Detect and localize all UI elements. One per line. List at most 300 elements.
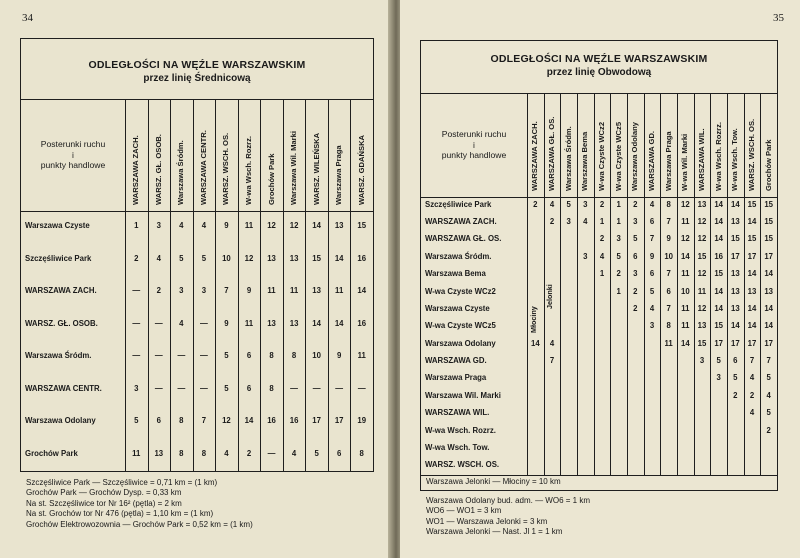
column-header: Warszawa Praga: [334, 145, 344, 205]
table-cell: 15: [357, 221, 367, 231]
note-line: Warszawa Jelonki — Młociny = 10 km: [426, 477, 561, 486]
distance-table-obwodowa: [420, 40, 778, 476]
table-cell: 6: [733, 356, 738, 366]
table-cell: 14: [747, 269, 757, 279]
table-cell: 13: [730, 269, 740, 279]
table-cell: 3: [716, 373, 721, 383]
corner-line: Posterunki ruchu: [40, 139, 106, 149]
table-cell: 11: [664, 338, 673, 348]
table-cell: 13: [289, 318, 299, 328]
table-cell: 4: [179, 318, 184, 328]
table-cell: 14: [357, 286, 367, 296]
note-line: Grochów Park — Grochów Dysp. = 0,33 km: [26, 488, 182, 498]
header-bottom-rule: [421, 197, 777, 198]
table-cell: 4: [179, 221, 184, 231]
table-cell: 15: [697, 338, 707, 348]
row-label: Warszawa Bema: [425, 269, 486, 279]
column-divider: [193, 99, 194, 471]
table-cell: 12: [697, 303, 707, 313]
column-header: WARSZAWA GD.: [647, 130, 656, 191]
row-label: WARSZAWA GŁ. OS.: [425, 234, 502, 244]
row-label: Szczęśliwice Park: [25, 253, 92, 263]
table-cell: 4: [766, 390, 771, 400]
table-cell: 3: [649, 321, 655, 331]
table-cell: 6: [337, 448, 342, 458]
table-cell: 7: [766, 356, 771, 366]
table-cell: 5: [766, 373, 771, 383]
column-header: WARSZ. WILEŃSKA: [311, 132, 321, 205]
table-cell: 11: [681, 269, 690, 279]
right-page: [400, 0, 800, 558]
corner-line: i: [473, 139, 475, 150]
notes-box: [420, 474, 778, 491]
table-cell: —: [132, 286, 141, 296]
table-cell: 4: [749, 408, 755, 418]
table-cell: 11: [335, 286, 344, 296]
table-cell: 8: [179, 448, 184, 458]
table-cell: 5: [566, 199, 571, 209]
table-cell: 1: [134, 221, 139, 231]
column-divider: [527, 93, 528, 475]
table-cell: 7: [666, 303, 671, 313]
table-cell: —: [132, 318, 141, 328]
table-cell: 3: [633, 269, 638, 279]
table-cell: 10: [312, 351, 321, 361]
column-header: Warszawa Bema: [580, 131, 590, 191]
distance-table-srednicowa: [20, 38, 374, 472]
table-cell: 17: [764, 251, 773, 261]
column-divider: [305, 99, 306, 471]
table-cell: —: [154, 383, 163, 393]
table-cell: 15: [764, 199, 773, 209]
table-cell: 4: [749, 373, 755, 383]
table-cell: 12: [244, 253, 254, 263]
column-divider: [760, 93, 761, 475]
table-cell: 2: [246, 448, 252, 458]
table-cell: 5: [649, 286, 655, 296]
column-header: WARSZAWA ZACH.: [530, 121, 540, 191]
table-cell: 2: [733, 390, 738, 400]
table-cell: 12: [267, 221, 276, 231]
column-header: Grochów Park: [763, 139, 773, 191]
table-cell: 14: [680, 251, 690, 261]
row-label: Warszawa Czyste: [425, 303, 490, 313]
note-line: WO1 — Warszawa Jelonki = 3 km: [426, 516, 548, 526]
table-cell: —: [154, 318, 163, 328]
column-header: Grochów Park: [266, 153, 276, 205]
table-cell: 5: [733, 373, 738, 383]
table-cell: 5: [716, 356, 721, 366]
note-line: Na st. Szczęśliwice tor Nr 16² (pętla) = 2 km: [26, 498, 182, 508]
column-header: W-wa Wsch. Rozrz.: [713, 121, 723, 191]
table-cell: 12: [697, 217, 707, 227]
table-cell: 11: [357, 351, 366, 361]
table-cell: 14: [244, 416, 254, 426]
corner-line: punkty handlowe: [40, 160, 106, 171]
table-cell: 12: [697, 234, 707, 244]
left-page: [0, 0, 392, 558]
table-cell: 13: [764, 286, 773, 296]
row-label: Warszawa Śródm.: [25, 351, 92, 361]
table-cell: 14: [747, 217, 757, 227]
table-cell: 4: [599, 251, 605, 261]
corner-line: i: [72, 149, 74, 160]
column-divider: [744, 93, 745, 475]
row-label: W-wa Wsch. Tow.: [425, 442, 490, 452]
table-title: ODLEGŁOŚCI NA WĘŹLE WARSZAWSKIM: [88, 59, 306, 71]
table-cell: 2: [633, 199, 638, 209]
table-cell: 6: [246, 383, 252, 393]
table-cell: 10: [680, 286, 690, 296]
table-cell: 15: [730, 234, 740, 244]
table-cell: —: [177, 383, 186, 393]
table-cell: 13: [730, 286, 740, 296]
table-cell: 5: [314, 448, 319, 458]
table-cell: 14: [714, 303, 723, 313]
column-divider: [677, 93, 678, 475]
column-divider: [610, 93, 611, 475]
table-cell: 11: [132, 448, 141, 458]
table-cell: 6: [649, 269, 655, 279]
table-cell: 16: [357, 253, 367, 263]
table-cell: 14: [747, 321, 757, 331]
column-header: WARSZ. GDAŃSKA: [356, 134, 366, 205]
table-cell: 17: [747, 338, 757, 348]
table-cell: 14: [730, 199, 740, 209]
table-cell: 13: [730, 303, 740, 313]
table-cell: 13: [312, 286, 321, 296]
column-header: WARSZAWA ZACH.: [131, 135, 141, 205]
column-divider: [594, 93, 595, 475]
table-cell: 3: [699, 356, 705, 366]
row-label: WARSZAWA ZACH.: [25, 286, 97, 296]
table-cell: 19: [357, 416, 367, 426]
table-cell: 3: [616, 234, 621, 244]
table-cell: 1: [599, 269, 605, 279]
table-cell: 2: [633, 303, 638, 313]
table-cell: 8: [269, 351, 274, 361]
table-cell: 17: [714, 338, 723, 348]
note-line: Szczęśliwice Park — Szczęśliwice = 0,71 km = (1 km): [26, 478, 218, 487]
table-cell: 1: [616, 199, 621, 209]
table-cell: 2: [533, 199, 538, 209]
table-cell: 11: [244, 221, 254, 231]
table-cell: 17: [730, 338, 740, 348]
footnotes: [26, 478, 253, 530]
column-header: W-wa Czyste WCz5: [613, 121, 623, 191]
footnotes: [426, 496, 590, 538]
row-label: Warszawa Wil. Marki: [425, 390, 501, 400]
table-cell: 14: [334, 253, 344, 263]
table-cell: 15: [764, 217, 773, 227]
table-cell: 1: [616, 217, 621, 227]
table-cell: 14: [714, 217, 723, 227]
table-cell: 10: [222, 253, 231, 263]
table-cell: —: [199, 383, 208, 393]
table-cell: 15: [697, 251, 707, 261]
row-label: Warszawa Odolany: [25, 416, 96, 426]
vertical-label-mlociny: Młociny: [529, 306, 538, 333]
row-label: WARSZAWA GD.: [425, 356, 487, 366]
table-cell: 14: [312, 221, 321, 231]
row-label: WARSZ. GŁ. OSOB.: [25, 318, 98, 328]
column-divider: [727, 93, 728, 475]
row-label: W-wa Czyste WCz2: [425, 286, 496, 296]
table-title: ODLEGŁOŚCI NA WĘŹLE WARSZAWSKIM: [490, 53, 708, 65]
table-cell: 3: [179, 286, 184, 296]
row-label: W-wa Wsch. Rozrz.: [425, 425, 496, 435]
table-cell: 3: [566, 217, 571, 227]
column-header: Warszawa Wil. Marki: [289, 131, 299, 205]
table-cell: 3: [583, 251, 588, 261]
row-label: Warszawa Odolany: [425, 338, 496, 348]
page-number: 35: [773, 12, 784, 24]
table-cell: 9: [337, 351, 342, 361]
table-cell: —: [199, 351, 208, 361]
table-cell: 17: [730, 251, 740, 261]
table-cell: 14: [334, 318, 344, 328]
column-header: WARSZAWA WIL.: [697, 128, 706, 191]
table-cell: 5: [179, 253, 184, 263]
table-cell: —: [335, 383, 344, 393]
table-cell: 12: [697, 269, 707, 279]
table-cell: 1: [616, 286, 621, 296]
table-cell: —: [290, 383, 298, 393]
table-cell: 11: [681, 303, 690, 313]
column-divider: [627, 93, 628, 475]
table-cell: 13: [267, 253, 276, 263]
column-divider: [660, 93, 661, 475]
table-cell: 2: [616, 269, 621, 279]
table-cell: 14: [764, 321, 773, 331]
table-cell: 2: [156, 286, 161, 296]
table-cell: —: [199, 318, 208, 328]
table-cell: 12: [222, 416, 231, 426]
table-cell: 14: [312, 318, 321, 328]
table-cell: 17: [764, 338, 773, 348]
table-cell: 7: [549, 356, 555, 366]
table-cell: 10: [664, 251, 673, 261]
column-header: WARSZAWA GŁ. OS.: [547, 116, 556, 191]
table-cell: 13: [289, 253, 299, 263]
table-cell: 11: [681, 321, 690, 331]
table-cell: 7: [649, 234, 655, 244]
table-cell: 4: [649, 303, 655, 313]
table-cell: 7: [749, 356, 755, 366]
column-header: W-wa Czyste WCz2: [597, 121, 606, 191]
column-header: W-wa Wsch. Tow.: [730, 128, 740, 191]
table-cell: 13: [334, 221, 344, 231]
corner-line: Posterunki ruchu: [441, 129, 507, 139]
table-cell: 2: [749, 390, 755, 400]
column-header: WARSZAWA CENTR.: [198, 130, 208, 205]
table-cell: 13: [730, 217, 740, 227]
table-cell: —: [132, 351, 141, 361]
table-cell: 2: [599, 199, 605, 209]
table-cell: 16: [289, 416, 299, 426]
table-subtitle: przez linię Średnicową: [143, 73, 251, 84]
table-cell: 3: [156, 221, 161, 231]
column-header: Warszawa Praga: [663, 131, 673, 191]
column-divider: [148, 99, 149, 471]
row-label: Warszawa Praga: [425, 373, 487, 383]
table-cell: 14: [747, 303, 757, 313]
table-cell: 9: [666, 234, 671, 244]
row-label: WARSZAWA WIL.: [425, 408, 490, 418]
table-cell: 5: [633, 234, 638, 244]
table-cell: 7: [224, 286, 229, 296]
table-cell: 16: [267, 416, 276, 426]
table-cell: 6: [649, 217, 655, 227]
column-divider: [560, 93, 561, 475]
table-cell: 8: [179, 416, 184, 426]
table-cell: 15: [764, 234, 773, 244]
column-divider: [238, 99, 239, 471]
column-divider: [125, 99, 126, 471]
table-cell: 15: [714, 321, 723, 331]
column-divider: [260, 99, 261, 471]
table-cell: 14: [764, 303, 773, 313]
table-cell: 8: [269, 383, 274, 393]
table-cell: 4: [649, 199, 655, 209]
table-cell: 2: [549, 217, 555, 227]
table-cell: 5: [201, 253, 207, 263]
row-label: WARSZAWA ZACH.: [425, 217, 497, 227]
table-cell: 4: [156, 253, 161, 263]
column-header: WARSZ. GŁ. OSOB.: [153, 134, 163, 205]
table-cell: 14: [530, 338, 540, 348]
page-number: 34: [22, 12, 33, 24]
column-divider: [577, 93, 578, 475]
column-header: Warszawa Śródm.: [176, 140, 186, 205]
row-label: Grochów Park: [25, 448, 78, 458]
table-cell: 9: [649, 251, 655, 261]
table-cell: 7: [201, 416, 207, 426]
note-line: WO6 — WO1 = 3 km: [426, 506, 502, 516]
row-label: Szczęśliwice Park: [425, 199, 492, 209]
table-cell: 4: [549, 338, 555, 348]
table-cell: 14: [730, 321, 740, 331]
table-cell: 14: [714, 286, 723, 296]
table-cell: 11: [244, 318, 254, 328]
column-divider: [350, 99, 351, 471]
row-label: Warszawa Czyste: [25, 221, 90, 231]
table-cell: 13: [267, 318, 276, 328]
table-cell: 15: [747, 234, 757, 244]
column-header: W-wa Wsch. Rozrz.: [244, 135, 253, 205]
table-cell: 4: [583, 217, 588, 227]
table-cell: 6: [156, 416, 161, 426]
column-divider: [283, 99, 284, 471]
corner-line: punkty handlowe: [441, 150, 507, 161]
column-divider: [710, 93, 711, 475]
table-cell: 17: [334, 416, 344, 426]
header-top-rule: [21, 99, 373, 100]
table-cell: 11: [697, 286, 707, 296]
table-cell: 12: [680, 234, 690, 244]
table-cell: 13: [154, 448, 164, 458]
table-cell: 3: [633, 217, 638, 227]
row-label: WARSZ. WSCH. OS.: [425, 460, 500, 470]
table-cell: 13: [697, 321, 707, 331]
row-label: WARSZAWA CENTR.: [25, 383, 102, 393]
table-cell: 13: [747, 286, 757, 296]
column-header: W-wa Wil. Marki: [680, 133, 690, 191]
row-label: Warszawa Śródm.: [425, 251, 492, 261]
table-cell: 11: [289, 286, 299, 296]
table-cell: —: [357, 383, 366, 393]
note-line: Na st. Grochów tor Nr 476 (pętla) = 1,10 km = (1 km): [26, 509, 214, 519]
corner-heading: [421, 129, 527, 161]
table-cell: —: [267, 448, 276, 458]
table-cell: 17: [747, 251, 757, 261]
table-cell: 16: [357, 318, 367, 328]
column-header: Warszawa Odolany: [630, 122, 640, 191]
table-cell: 6: [633, 251, 638, 261]
table-cell: 8: [201, 448, 207, 458]
table-cell: 4: [291, 448, 297, 458]
column-header: WARSZ. WSCH. OS.: [221, 132, 231, 205]
note-line: Warszawa Odolany bud. adm. — WO6 = 1 km: [426, 496, 590, 505]
column-divider: [215, 99, 216, 471]
table-cell: 2: [599, 234, 605, 244]
table-cell: 12: [289, 221, 299, 231]
row-label: W-wa Czyste WCz5: [425, 321, 496, 331]
table-cell: 15: [714, 269, 723, 279]
table-cell: 8: [291, 351, 297, 361]
table-cell: 3: [583, 199, 588, 209]
column-header: Warszawa Śródm.: [563, 126, 573, 191]
table-cell: 14: [680, 338, 690, 348]
table-cell: 6: [246, 351, 252, 361]
vertical-label-jelonki: Jelonki: [545, 284, 554, 309]
table-cell: 4: [201, 221, 207, 231]
table-cell: —: [154, 351, 163, 361]
table-cell: 8: [666, 321, 671, 331]
table-cell: 15: [312, 253, 321, 263]
table-cell: 2: [633, 286, 638, 296]
note-line: Warszawa Jelonki — Nast. Jl 1 = 1 km: [426, 527, 563, 537]
table-cell: —: [312, 383, 321, 393]
table-cell: 11: [267, 286, 276, 296]
header-top-rule: [421, 93, 777, 94]
table-cell: 11: [681, 217, 690, 227]
table-cell: 17: [312, 416, 321, 426]
table-cell: 13: [697, 199, 707, 209]
table-cell: 4: [224, 448, 229, 458]
table-cell: 5: [616, 251, 621, 261]
table-cell: 2: [766, 425, 771, 435]
table-cell: 4: [549, 199, 555, 209]
table-cell: 9: [224, 221, 229, 231]
table-cell: 14: [714, 199, 723, 209]
table-cell: 5: [224, 383, 229, 393]
table-cell: 5: [766, 408, 771, 418]
column-divider: [328, 99, 329, 471]
header-bottom-rule: [21, 211, 373, 212]
table-cell: 2: [134, 253, 139, 263]
table-cell: 3: [134, 383, 139, 393]
table-cell: 7: [666, 269, 671, 279]
table-cell: 9: [246, 286, 252, 296]
table-cell: 1: [599, 217, 605, 227]
table-cell: 14: [764, 269, 773, 279]
table-cell: 7: [666, 217, 671, 227]
table-cell: 15: [747, 199, 757, 209]
table-cell: 8: [666, 199, 671, 209]
table-cell: 9: [224, 318, 229, 328]
table-cell: 5: [134, 416, 139, 426]
